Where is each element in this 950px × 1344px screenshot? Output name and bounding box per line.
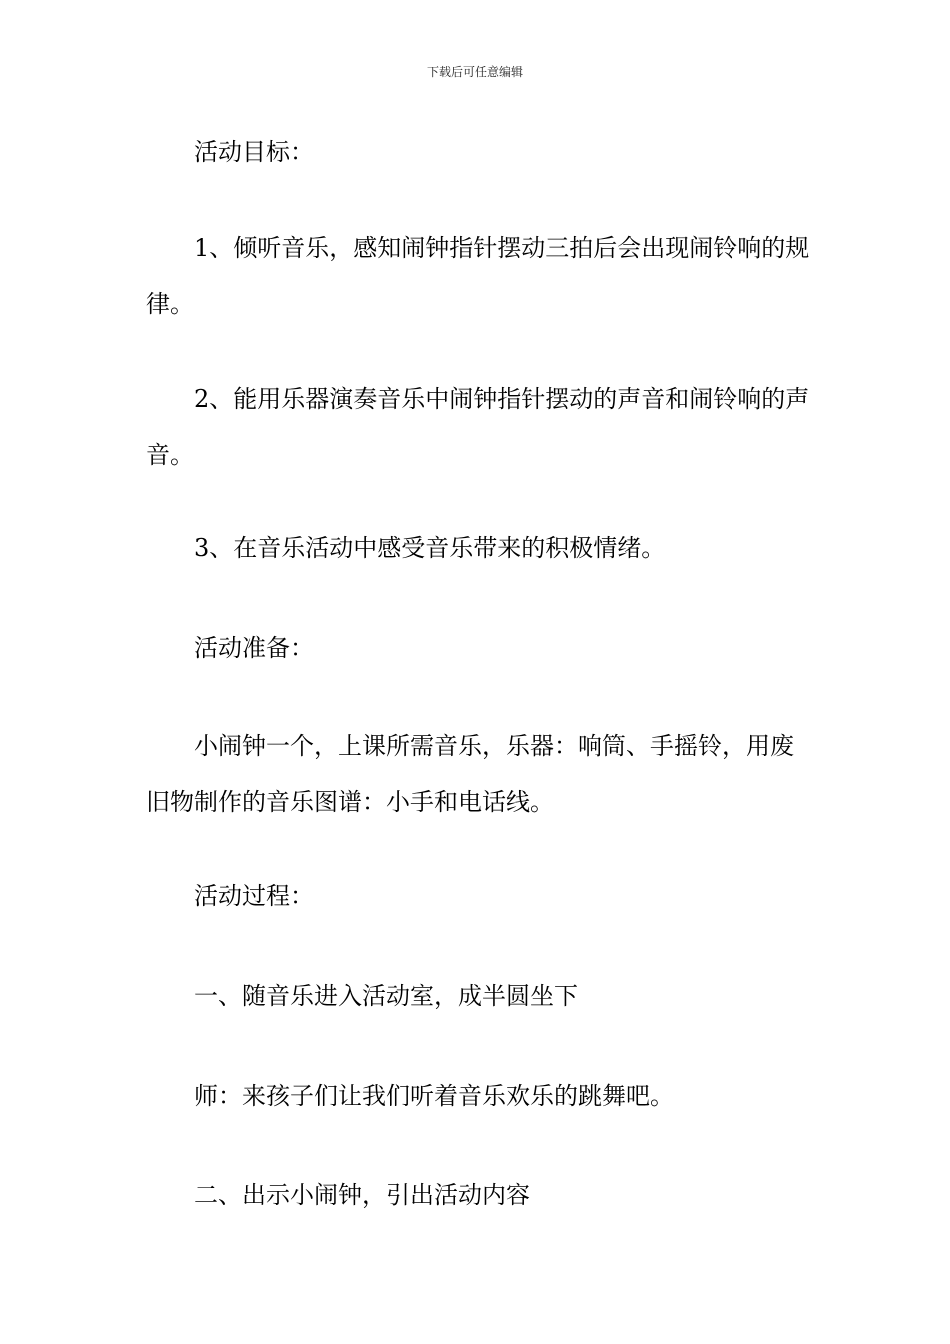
section-heading-preparation: 活动准备： [194,634,314,662]
section-heading-process: 活动过程： [194,882,314,910]
preparation-text: 小闹钟一个，上课所需音乐，乐器：响筒、手摇铃，用废旧物制作的音乐图谱：小手和电话线。 [146,732,794,816]
teacher-line: 师：来孩子们让我们听着音乐欢乐的跳舞吧。 [194,1082,674,1110]
page-header: 下载后可任意编辑 [426,65,523,79]
section-heading-goals: 活动目标： [194,138,314,166]
goal-item-3: 3、在音乐活动中感受音乐带来的积极情绪。 [194,534,666,562]
process-step-1: 一、随音乐进入活动室，成半圆坐下 [194,982,578,1010]
goal-item-2: 2、能用乐器演奏音乐中闹钟指针摆动的声音和闹铃响的声音。 [146,385,810,469]
goal-item-1: 1、倾听音乐，感知闹钟指针摆动三拍后会出现闹铃响的规律。 [146,234,810,318]
process-step-2: 二、出示小闹钟，引出活动内容 [194,1181,530,1209]
